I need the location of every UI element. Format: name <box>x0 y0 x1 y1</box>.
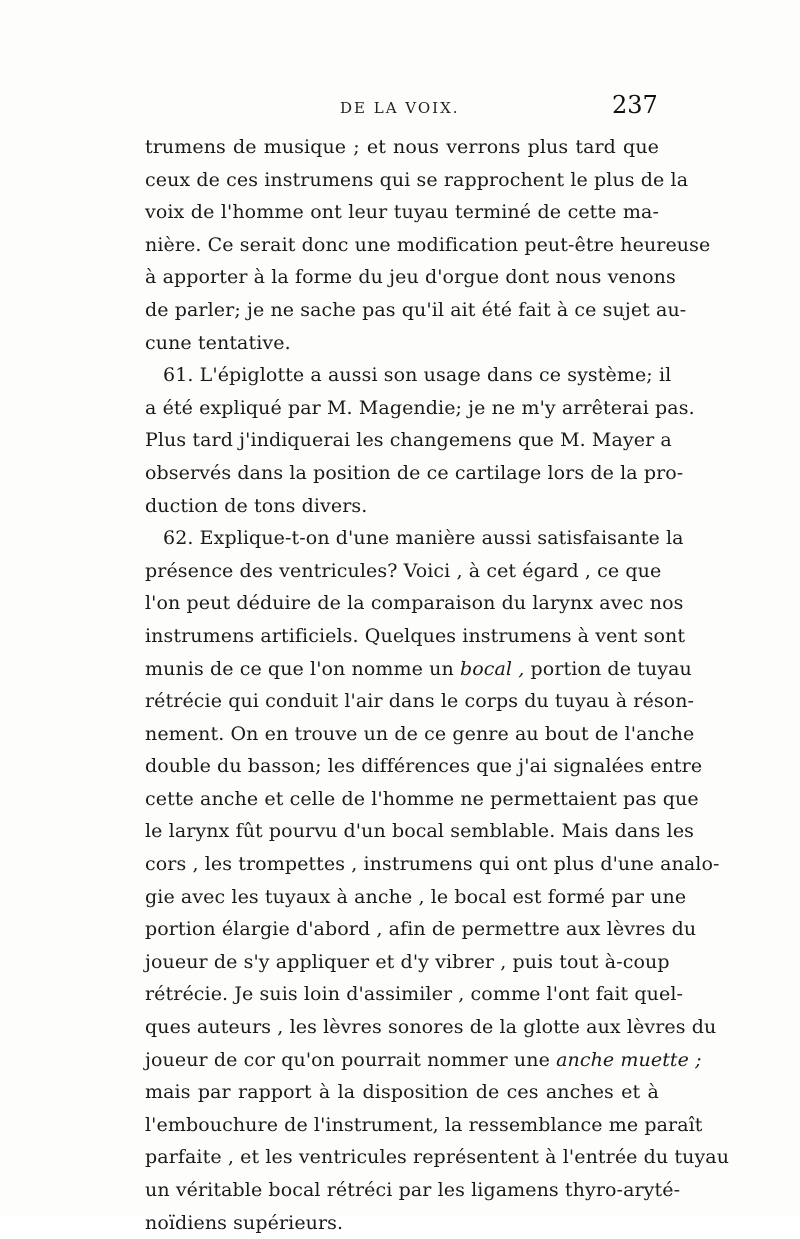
text-line: mais par rapport à la disposition de ces anches et à <box>145 1081 659 1104</box>
text-line: Plus tard j'indiquerai les changemens que M. Mayer a <box>145 429 672 452</box>
text-line: voix de l'homme ont leur tuyau terminé de cette ma- <box>145 201 659 224</box>
text-line: parfaite , et les ventricules représentent à l'entrée du tuyau <box>145 1146 730 1169</box>
running-head <box>0 93 800 123</box>
text-line: trumens de musique ; et nous verrons plus tard que <box>145 136 659 158</box>
paragraph-61-start: 61. L'épiglotte a aussi son usage dans ce système; il <box>163 364 672 387</box>
italic-term-bocal: bocal , <box>459 657 525 680</box>
body-text <box>145 131 730 1239</box>
text-line: cette anche et celle de l'homme ne permettaient pas que <box>145 787 699 810</box>
text-line: joueur de s'y appliquer et d'y vibrer , puis tout à-coup <box>145 950 670 973</box>
text-line: l'on peut déduire de la comparaison du larynx avec nos <box>145 592 684 615</box>
page-number: 237 <box>612 91 658 119</box>
text-line: a été expliqué par M. Magendie; je ne m'y arrêterai pas. <box>145 396 695 419</box>
text-line: de parler; je ne sache pas qu'il ait été fait à ce sujet au- <box>145 298 687 321</box>
text-line: ceux de ces instrumens qui se rapprochent le plus de la <box>145 168 689 191</box>
text-line: à apporter à la forme du jeu d'orgue dont nous venons <box>145 266 676 289</box>
text-line: un véritable bocal rétréci par les ligamens thyro-aryté- <box>145 1179 681 1201</box>
text-line: cors , les trompettes , instrumens qui ont plus d'une analo- <box>145 853 720 876</box>
text-line-with-italic <box>145 653 692 686</box>
text-line: cune tentative. <box>145 331 291 354</box>
text-line-with-italic <box>145 1044 702 1077</box>
text-line: nement. On en trouve un de ce genre au bout de l'anche <box>145 722 695 745</box>
text-segment: munis de ce que l'on nomme un <box>145 657 454 680</box>
text-line: nière. Ce serait donc une modification peut-être heureuse <box>145 233 711 256</box>
text-line: noïdiens supérieurs. <box>145 1211 344 1234</box>
text-line: gie avec les tuyaux à anche , le bocal est formé par une <box>145 885 687 908</box>
text-line: duction de tons divers. <box>145 494 368 517</box>
text-line: double du basson; les différences que j'ai signalées entre <box>145 755 703 778</box>
text-line: rétrécie qui conduit l'air dans le corps du tuyau à réson- <box>145 690 695 713</box>
italic-term-anche-muette: anche muette ; <box>556 1048 702 1071</box>
text-line: présence des ventricules? Voici , à cet égard , ce que <box>145 559 662 582</box>
paragraph-62-start: 62. Explique-t-on d'une manière aussi satisfaisante la <box>163 527 684 550</box>
text-line: portion élargie d'abord , afin de permettre aux lèvres du <box>145 918 697 941</box>
text-segment: portion de tuyau <box>530 657 692 680</box>
text-line: rétrécie. Je suis loin d'assimiler , comme l'ont fait quel- <box>145 983 684 1006</box>
text-line: l'embouchure de l'instrument, la ressemblance me paraît <box>145 1113 703 1136</box>
text-line: le larynx fût pourvu d'un bocal semblable. Mais dans les <box>145 820 695 843</box>
running-title: DE LA VOIX. <box>340 99 460 117</box>
text-line: observés dans la position de ce cartilage lors de la pro- <box>145 461 684 484</box>
text-line: ques auteurs , les lèvres sonores de la glotte aux lèvres du <box>145 1016 717 1039</box>
text-segment: joueur de cor qu'on pourrait nommer une <box>145 1048 550 1071</box>
text-line: instrumens artificiels. Quelques instrumens à vent sont <box>145 624 686 647</box>
